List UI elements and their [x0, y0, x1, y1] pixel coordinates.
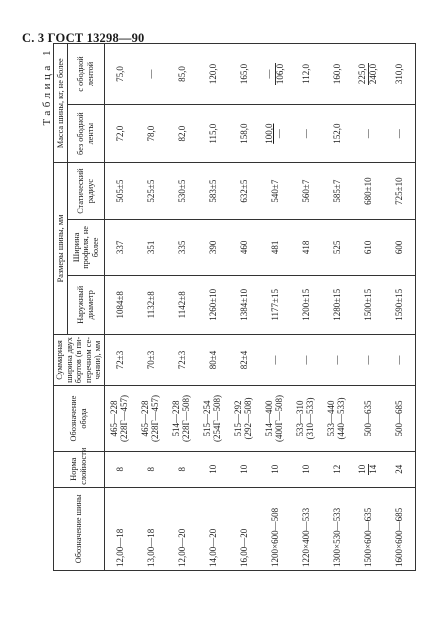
bead-width-cell: — [353, 334, 384, 386]
tire-designation-cell: 1220×400—533 [291, 487, 322, 570]
mass-without-flap-cell: 100,0 — [260, 104, 291, 163]
outer-diameter-cell: 1500±15 [353, 276, 384, 335]
section-width-cell: 335 [166, 219, 197, 275]
table-row [228, 44, 259, 571]
section-width-cell: 600 [384, 219, 415, 275]
outer-diameter-cell: 1132±8 [135, 276, 166, 335]
bead-width-cell: 72±3 [104, 334, 135, 386]
header-mass-without-flap: без ободной ленты [68, 104, 104, 163]
bead-width-cell: — [291, 334, 322, 386]
ply-rating-cell: 8 [135, 451, 166, 487]
static-radius-cell: 560±7 [291, 163, 322, 219]
static-radius-cell: 530±5 [166, 163, 197, 219]
bead-width-cell: — [322, 334, 353, 386]
rim-designation-cell: 515—254 (254Г—508) [197, 386, 228, 451]
rim-designation-cell: 514—228 (228Г—508) [166, 386, 197, 451]
header-static-radius: Статический радиус [68, 163, 104, 219]
ply-rating-cell: 10 [197, 451, 228, 487]
tire-designation-cell: 1600×600—685 [384, 487, 415, 570]
outer-diameter-cell: 1142±8 [166, 276, 197, 335]
bead-width-cell: — [384, 334, 415, 386]
tire-designation-cell: 14,00—20 [197, 487, 228, 570]
bead-width-cell: — [260, 334, 291, 386]
ply-rating-cell: 10 14 [353, 451, 384, 487]
mass-with-flap-cell: 310,0 [384, 44, 415, 105]
bead-width-cell: 82±4 [228, 334, 259, 386]
ply-rating-cell: 8 [166, 451, 197, 487]
section-width-cell: 390 [197, 219, 228, 275]
rim-designation-cell: 533—440 (440—533) [322, 386, 353, 451]
mass-without-flap-cell: — [291, 104, 322, 163]
tire-specifications-table [53, 43, 416, 571]
outer-diameter-cell: 1280±15 [322, 276, 353, 335]
static-radius-cell: 583±5 [197, 163, 228, 219]
static-radius-cell: 505±5 [104, 163, 135, 219]
table-row [322, 44, 353, 571]
mass-with-flap-cell: 160,0 [322, 44, 353, 105]
static-radius-cell: 585±7 [322, 163, 353, 219]
table-row [260, 44, 291, 571]
outer-diameter-cell: 1384±10 [228, 276, 259, 335]
table-caption: Таблица 1 [41, 47, 53, 126]
table-row [104, 44, 135, 571]
mass-without-flap-cell: 82,0 [166, 104, 197, 163]
mass-without-flap-cell: 115,0 [197, 104, 228, 163]
tire-designation-cell: 16,00—20 [228, 487, 259, 570]
rim-designation-cell: 533—310 (310—533) [291, 386, 322, 451]
section-width-cell: 525 [322, 219, 353, 275]
outer-diameter-cell: 1177±15 [260, 276, 291, 335]
table-row [166, 44, 197, 571]
bead-width-cell: 80±4 [197, 334, 228, 386]
table-row [197, 44, 228, 571]
ply-rating-cell: 24 [384, 451, 415, 487]
mass-with-flap-cell: 85,0 [166, 44, 197, 105]
tire-designation-cell: 13,00—18 [135, 487, 166, 570]
outer-diameter-cell: 1084±8 [104, 276, 135, 335]
tire-designation-cell: 1500×600—635 [353, 487, 384, 570]
static-radius-cell: 725±10 [384, 163, 415, 219]
tire-designation-cell: 1300×530—533 [322, 487, 353, 570]
tire-designation-cell: 12,00—20 [166, 487, 197, 570]
ply-rating-cell: 8 [104, 451, 135, 487]
tire-designation-cell: 1200×600—508 [260, 487, 291, 570]
header-mass-with-flap: с ободной лентой [68, 44, 104, 105]
section-width-cell: 418 [291, 219, 322, 275]
static-radius-cell: 632±5 [228, 163, 259, 219]
ply-rating-cell: 12 [322, 451, 353, 487]
static-radius-cell: 680±10 [353, 163, 384, 219]
header-mass-group: Масса шины, кг, не более [54, 44, 68, 163]
header-section-width: Ширина профиля, не более [68, 219, 104, 275]
mass-without-flap-cell: 152,0 [322, 104, 353, 163]
header-total-bead-width: Суммарная ширина двух бортов (в пи-перечном се-чении), мм [54, 334, 105, 386]
rim-designation-cell: 515—292 (292—508) [228, 386, 259, 451]
mass-without-flap-cell: 158,0 [228, 104, 259, 163]
static-radius-cell: 540±7 [260, 163, 291, 219]
header-rim-designation: Обозначение обода [54, 386, 105, 451]
section-width-cell: 610 [353, 219, 384, 275]
outer-diameter-cell: 1200±15 [291, 276, 322, 335]
table-row [135, 44, 166, 571]
mass-with-flap-cell: — [135, 44, 166, 105]
header-tire-designation: Обозначение шины [54, 487, 105, 570]
header-tire-size-group: Размеры шины, мм [54, 163, 68, 334]
mass-without-flap-cell: 72,0 [104, 104, 135, 163]
rim-designation-cell: 500—685 [384, 386, 415, 451]
mass-with-flap-cell: 165,0 [228, 44, 259, 105]
ply-rating-cell: 10 [260, 451, 291, 487]
table-row [353, 44, 384, 571]
ply-rating-cell: 10 [228, 451, 259, 487]
outer-diameter-cell: 1260±10 [197, 276, 228, 335]
mass-with-flap-cell: 75,0 [104, 44, 135, 105]
mass-without-flap-cell: — [353, 104, 384, 163]
mass-with-flap-cell: 112,0 [291, 44, 322, 105]
tire-designation-cell: 12,00—18 [104, 487, 135, 570]
header-outer-diameter: Наружный диаметр [68, 276, 104, 335]
page-header: С. 3 ГОСТ 13298—90 [22, 31, 145, 45]
rim-designation-cell: 465—228 (228Г—457) [135, 386, 166, 451]
rotated-table-area [41, 43, 409, 571]
bead-width-cell: 70±3 [135, 334, 166, 386]
section-width-cell: 481 [260, 219, 291, 275]
table-row [291, 44, 322, 571]
section-width-cell: 337 [104, 219, 135, 275]
table-row [384, 44, 415, 571]
mass-without-flap-cell: 78,0 [135, 104, 166, 163]
section-width-cell: 460 [228, 219, 259, 275]
rim-designation-cell: 500—635 [353, 386, 384, 451]
rim-designation-cell: 465—228 (228Г—457) [104, 386, 135, 451]
ply-rating-cell: 10 [291, 451, 322, 487]
bead-width-cell: 72±3 [166, 334, 197, 386]
static-radius-cell: 525±5 [135, 163, 166, 219]
outer-diameter-cell: 1590±15 [384, 276, 415, 335]
header-ply-rating: Норма слойности [54, 451, 105, 487]
section-width-cell: 351 [135, 219, 166, 275]
rim-designation-cell: 514—400 (400Г—508) [260, 386, 291, 451]
mass-with-flap-cell: — 106,0 [260, 44, 291, 105]
mass-with-flap-cell: 225,0 240,0 [353, 44, 384, 105]
mass-without-flap-cell: — [384, 104, 415, 163]
mass-with-flap-cell: 120,0 [197, 44, 228, 105]
